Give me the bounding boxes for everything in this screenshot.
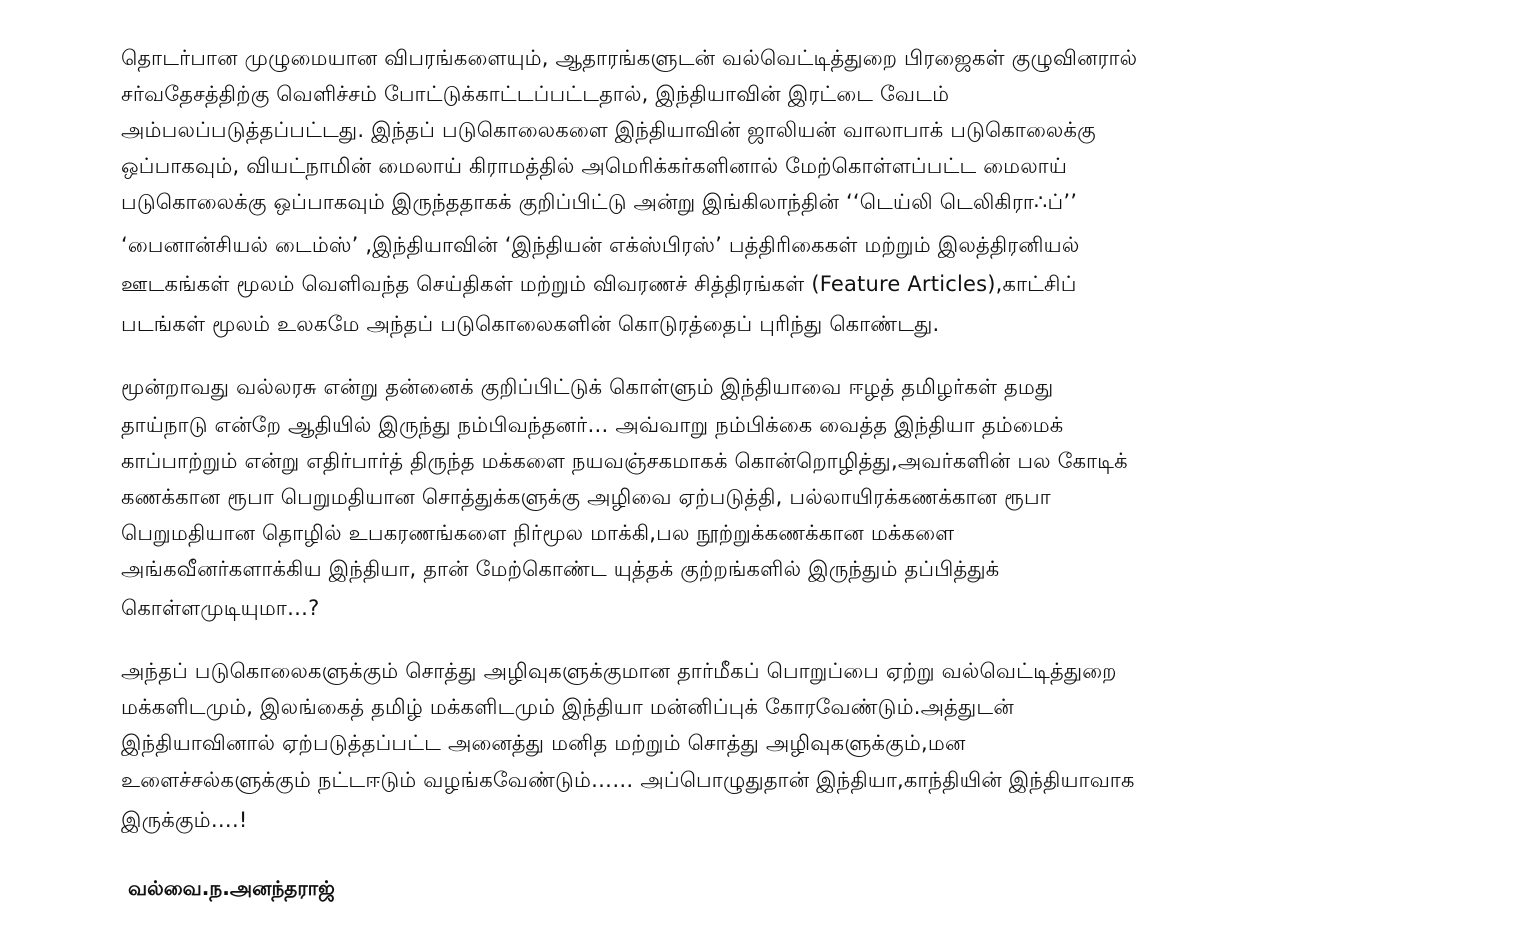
paragraph-line: சர்வதேசத்திற்கு வெளிச்சம் போட்டுக்காட்டப்பட்டதால், இந்தியாவின் இரட்டை வேடம் <box>121 82 950 106</box>
paragraph-line: இருக்கும்….! <box>121 808 248 832</box>
paragraph-line: ஊடகங்கள் மூலம் வெளிவந்த செய்திகள் மற்றும் விவரணச் சித்திரங்கள் (Feature Articles),காட்சிப் <box>121 272 1077 296</box>
paragraph-line: உளைச்சல்களுக்கும் நட்டஈடும் வழங்கவேண்டும்…… அப்பொழுதுதான் இந்தியா,காந்தியின் இந்தியாவாக <box>121 768 1135 792</box>
paragraph-line: அம்பலப்படுத்தப்பட்டது. இந்தப் படுகொலைகளை இந்தியாவின் ஜாலியன் வாலாபாக் படுகொலைக்கு <box>121 118 1096 142</box>
paragraph-line: ஒப்பாகவும், வியட்நாமின் மைலாய் கிராமத்தில் அமெரிக்கர்களினால் மேற்கொள்ளப்பட்ட மைலாய் <box>121 154 1068 178</box>
paragraph-line: ‘பைனான்சியல் டைம்ஸ்’ ,இந்தியாவின் ‘இந்தியன் எக்ஸ்பிரஸ்’ பத்திரிகைகள் மற்றும் இலத்திரனியல் <box>121 233 1080 257</box>
paragraph-line: மக்களிடமும், இலங்கைத் தமிழ் மக்களிடமும் இந்தியா மன்னிப்புக் கோரவேண்டும்.அத்துடன் <box>121 695 1014 719</box>
paragraph-line: படுகொலைக்கு ஒப்பாகவும் இருந்ததாகக் குறிப்பிட்டு அன்று இங்கிலாந்தின் ‘‘டெய்லி டெலிகிரா∴ப்’’ <box>121 190 1078 214</box>
paragraph-line: கணக்கான ரூபா பெறுமதியான சொத்துக்களுக்கு அழிவை ஏற்படுத்தி, பல்லாயிரக்கணக்கான ரூபா <box>121 485 1051 509</box>
paragraph-line: அந்தப் படுகொலைகளுக்கும் சொத்து அழிவுகளுக்குமான தார்மீகப் பொறுப்பை ஏற்று வல்வெட்டித்துறை <box>121 659 1117 683</box>
paragraph-line: படங்கள் மூலம் உலகமே அந்தப் படுகொலைகளின் கொடுரத்தைப் புரிந்து கொண்டது. <box>121 312 940 336</box>
paragraph-line: அங்கவீனர்களாக்கிய இந்தியா, தான் மேற்கொண்ட யுத்தக் குற்றங்களில் இருந்தும் தப்பித்துக் <box>121 557 1000 581</box>
paragraph-line: தாய்நாடு என்றே ஆதியில் இருந்து நம்பிவந்தனர்… அவ்வாறு நம்பிக்கை வைத்த இந்தியா தம்மைக் <box>121 413 1064 437</box>
paragraph-line: மூன்றாவது வல்லரசு என்று தன்னைக் குறிப்பிட்டுக் கொள்ளும் இந்தியாவை ஈழத் தமிழர்கள் தமது <box>121 375 1054 399</box>
paragraph-line: இந்தியாவினால் ஏற்படுத்தப்பட்ட அனைத்து மனித மற்றும் சொத்து அழிவுகளுக்கும்,மன <box>121 731 966 755</box>
paragraph-line: கொள்ளமுடியுமா…? <box>121 596 320 620</box>
paragraph-line: தொடர்பான முழுமையான விபரங்களையும், ஆதாரங்களுடன் வல்வெட்டித்துறை பிரஜைகள் குழுவினரால் <box>121 46 1138 70</box>
paragraph-line: பெறுமதியான தொழில் உபகரணங்களை நிர்மூல மாக்கி,பல நூற்றுக்கணக்கான மக்களை <box>121 521 955 545</box>
author-signature: வல்வை.ந.அனந்தராஜ் <box>128 876 335 900</box>
paragraph-line: காப்பாற்றும் என்று எதிர்பார்த் திருந்த மக்களை நயவஞ்சகமாகக் கொன்றொழித்து,அவர்களின் பல கோடிக் <box>121 449 1128 473</box>
